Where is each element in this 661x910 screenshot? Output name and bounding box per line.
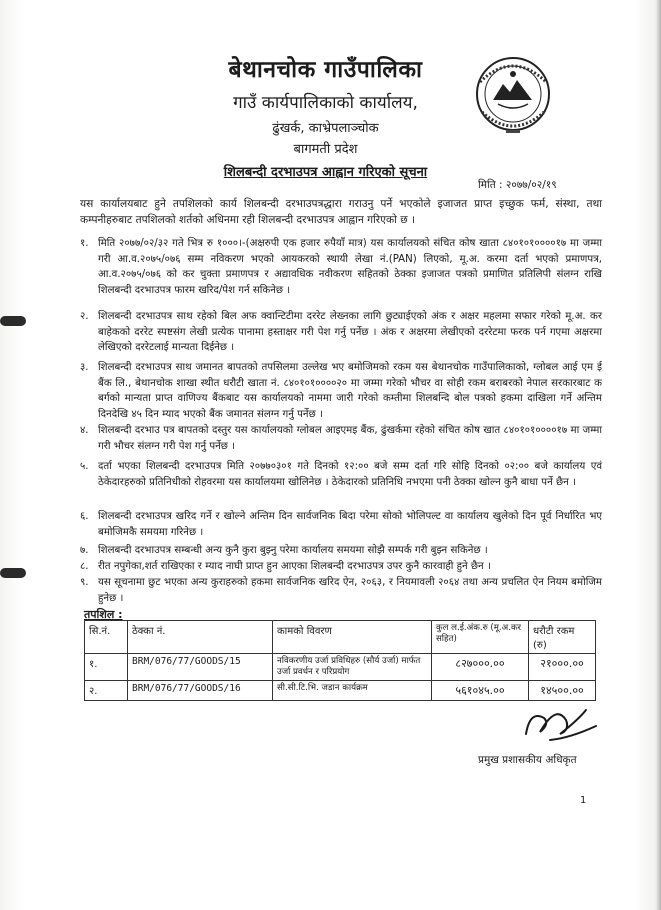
- contract-table: [84, 620, 596, 701]
- table-cell: १४५००.००: [529, 681, 596, 701]
- table-cell: सी.सी.टि.भि. जडान कार्यक्रम: [273, 681, 432, 701]
- list-item: ६. शिलबन्दी दरभाउपत्र खरिद गर्ने र खोल्ने अन्तिम दिन सार्वजनिक बिदा परेमा सोको भोलिपल्ट वा कार्यालय खुलेको दिन पूर्व निर्धारित भए बमोजिमकै समयमा गरिनेछ ।: [80, 511, 602, 538]
- table-cell: १.: [85, 654, 128, 681]
- intro-paragraph: यस कार्यालयबाट हुने तपशिलको कार्य शिलबन्दी दरभाउपत्रद्धारा गराउनु पर्ने भएकोले इजाजत प्राप्त इच्छुक फर्म, संस्था, तथा कम्पनीहरुबाट तपशिलको शर्तको अधिनमा रही शिलबन्दी दरभाउपत्र आह्वान गरिएको छ ।: [80, 198, 602, 226]
- schedule-title: तपशिल :: [84, 608, 123, 621]
- page-number: 1: [580, 795, 587, 806]
- table-row: [85, 654, 596, 681]
- table-cell: BRM/076/77/GOODS/16: [128, 681, 273, 701]
- table-cell: BRM/076/77/GOODS/15: [128, 654, 273, 681]
- municipality-seal-icon: [470, 52, 556, 142]
- table-cell: २.: [85, 681, 128, 701]
- signatory-title: प्रमुख प्रशासकीय अधिकृत: [478, 754, 577, 766]
- column-header: सि.नं.: [85, 621, 128, 654]
- list-item: ९. यस सूचनामा छुट भएका अन्य कुराहरुको हकमा सार्वजनिक खरिद ऐन, २०६३, र नियमावली २०६४ तथा अन्य प्रचलित ऐन नियम बमोजिम हुनेछ ।: [80, 577, 602, 604]
- list-item: ४. शिलबन्दी दरभाउ पत्र बापतको दस्तुर यस कार्यालयको ग्लोबल आइएमइ बैंक, ढुंखर्कमा रहेको संचित कोष खात ८४०१०१००००१७ मा जम्मा गरी भौचर संलग्न गरी पेश गर्नु पर्नेछ ।: [80, 425, 602, 452]
- table-cell: ८२७०००.००: [432, 654, 529, 681]
- office-address: ढुंखर्क, काभ्रेपलाञ्चोक: [272, 121, 379, 136]
- list-item: ३. शिलबन्दी दरभाउपत्र साथ जमानत बापतको तपसिलमा उल्लेख भए बमोजिमको रकम यस बेथानचोक गाउँपालिकाको, ग्लोबल आई एम ई बैंक लि., बेथानचोक शाखा स्थीत धरौटी खाता नं. ८४०१०१००००२० मा जम्मा गरेको भौचर वा सोही रकम बराबरको नेपाल सरकारबाट क बर्गको मान्यता प्राप्त वाणिज्य बैंकबाट यस कार्यालयको नाममा जारी गरेको कम्तीमा शिलबन्दि बोल पत्रको हकमा दाखिला गर्ने अन्तिम दिनदेखि ४५ दिन म्याद भएको बैंक जमानत संलग्न गर्नु पर्नेछ ।: [80, 362, 602, 420]
- table-cell: २१०००.००: [529, 654, 596, 681]
- office-name: गाउँ कार्यपालिकाको कार्यालय,: [233, 93, 418, 113]
- letterhead: [0, 52, 661, 180]
- column-header: कुल ल.ई.अंक.रु (मू.अ.कर सहित): [432, 621, 529, 654]
- list-item: ५. दर्ता भएका शिलबन्दी दरभाउपत्र मिति २०७७०३०१ गते दिनको १२:०० बजे सम्म दर्ता गरि सोहि दिनको ०२:०० बजे कार्यालय एवं ठेकेदारहरुको प्रतिनिधीको रोहवरमा यस कार्यालयमा खोलिनेछ । ठेकेदारको प्रतिनिधि नभएमा पनी ठेक्का खोल्न कुनै बाधा पर्ने छैन ।: [80, 461, 602, 488]
- table-cell: नविकरणीय उर्जा प्रविधिहरु (सौर्य उर्जा) मार्फत उर्जा प्रवर्धन र परिप्रयोग: [273, 654, 432, 681]
- list-item: ८. रीत नपुगेका,शर्त राखिएका र म्याद नाघी प्राप्त हुन आएका शिलबन्दी दरभाउपत्र उपर कुनै कारवाही हुने छैन ।: [80, 561, 491, 572]
- notice-title: शिलबन्दी दरभाउपत्र आह्वान गरिएको सूचना: [223, 165, 428, 180]
- province-name: बागमती प्रदेश: [293, 142, 358, 157]
- column-header: ठेक्का नं.: [128, 621, 273, 654]
- table-header-row: [85, 621, 596, 654]
- binder-clip: [0, 568, 26, 578]
- signature-icon: [520, 700, 600, 750]
- binder-clip: [0, 316, 26, 326]
- list-item: १. मिति २०७७/०२/३२ गते भित्र रु १०००।-(अक्षरुपी एक हजार रुपैयाँ मात्र) यस कार्यालयको संचित कोष खाता ८४०१०१००००१७ मा जम्मा गरी आ.व.२०७५/०७६ सम्म नविकरण भएको आयकरको स्थायी लेखा नं.(PAN) लिएको, मू.अ. करमा दर्ता भएको प्रमाणपत्र, आ.व.२०७५/०७६ को कर चुक्ता प्रमाणपत्र र अद्यावधिक नवीकरण सहितको ठेक्का इजाजत पत्रको प्रमाणित प्रतिलिपी संलग्न राखि शिलबन्दी दरभाउपत्र फारम खरिद/पेश गर्न सकिनेछ ।: [80, 238, 602, 296]
- column-header: धरौटी रकम (रु): [529, 621, 596, 654]
- list-item: २. शिलबन्दी दरभाउपत्र साथ रहेको बिल अफ क्वान्टिटीमा दररेट लेख्नका लागि छुट्याईएको अंक र अक्षर महलमा सफार गरेको मू.अ. कर बाहेकको दररेट स्पष्टसंग लेखी प्रत्येक पानामा हस्ताक्षर गरी पेश गर्नु पर्नेछ । अंक र अक्षरमा लेखीएको दररेटमा फरक पर्न गएमा अक्षरमा लेखिएको दररेटलाई मान्यता दिईनेछ ।: [80, 311, 602, 353]
- table-cell: ५६१०४५.००: [432, 681, 529, 701]
- list-item: ७. शिलबन्दी दरभाउपत्र सम्बन्धी अन्य कुनै कुरा बुझ्नु परेमा कार्यालय समयमा सोझै सम्पर्क गरी बुझ्न सकिनेछ ।: [80, 545, 488, 556]
- table-row: [85, 681, 596, 701]
- notice-date: मिति : २०७७/०२/१९: [478, 179, 557, 191]
- column-header: कामको विवरण: [273, 621, 432, 654]
- municipality-title: बेथानचोक गाउँपालिका: [228, 57, 423, 83]
